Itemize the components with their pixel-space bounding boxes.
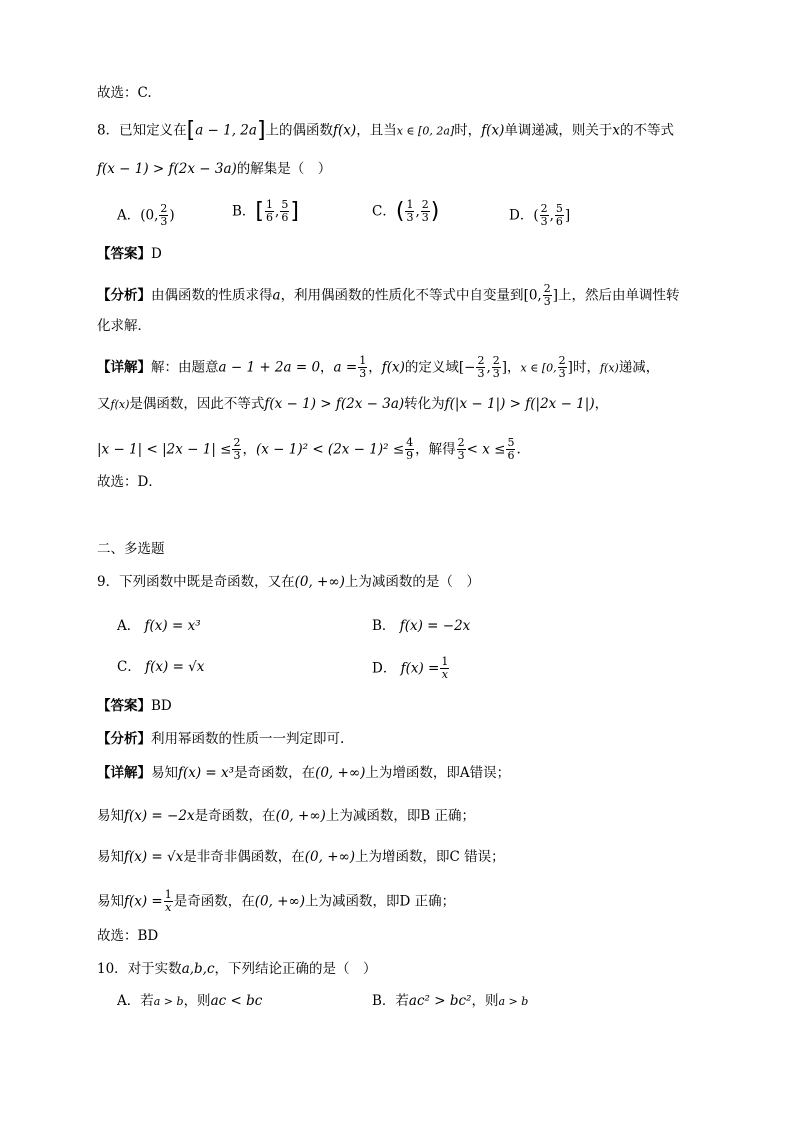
q10-option-a: A．若a > b，则ac < bc: [117, 993, 263, 1009]
previous-answer-selection: 故选：C.: [97, 85, 152, 101]
selection-8: 故选：D．: [97, 474, 162, 490]
q9-detail-line-3: 易知f(x) = √x是非奇非偶函数，在(0, +∞)上为增函数，即C 错误；: [97, 849, 505, 865]
option-d: D．( $\frac{2}{3}$ , $\frac{5}{6}$ ]: [509, 202, 571, 228]
answer-line: [97, 248, 162, 262]
q9-detail-line-2: 易知f(x) = −2x是奇函数，在(0, +∞)上为减函数，即B 正确；: [97, 808, 476, 824]
question-8-inequality: f(x − 1) > f(2x − 3a)的解集是（ ）: [97, 161, 332, 177]
option-b: B．[ $\frac{1}{6}$ , $\frac{5}{6}$ ]: [232, 198, 299, 225]
answer-value: D: [151, 246, 162, 262]
q9-detail-line-4: 易知f(x) = $\frac{1}{x}$ 是奇函数，在(0, +∞)上为减函数，即D 正确；: [97, 888, 456, 914]
q9-answer-line: [97, 700, 172, 714]
question-number: 8．: [97, 122, 120, 139]
inequality-math: f(x − 1) > f(2x − 3a): [97, 161, 237, 177]
question-number: 9．: [97, 574, 120, 590]
answer-label: 【答案】: [97, 698, 151, 714]
analysis-label: 【分析】: [97, 731, 151, 747]
analysis-line-1: 【分析】由偶函数的性质求得a，利用偶函数的性质化不等式中自变量到[0, $\frac{2}{3}$ ]上，然后由单调性转: [97, 282, 680, 308]
answer-value: BD: [151, 698, 172, 714]
detail-line-2: 又f(x)是偶函数，因此不等式f(x − 1) > f(2x − 3a)转化为f(|x − 1|) > f(|2x − 1|)，: [97, 396, 609, 412]
analysis-line-2: 化求解．: [97, 318, 151, 334]
detail-label: 【详解】: [97, 765, 151, 781]
selection-9: 故选：BD: [97, 928, 159, 944]
section-heading: 二、多选题: [97, 541, 165, 557]
q9-analysis-line: 【分析】利用幂函数的性质一一判定即可.: [97, 731, 345, 747]
question-number: 10．: [97, 961, 128, 977]
q9-option-b: B． f(x) = −2x: [372, 618, 471, 634]
answer-label: 【答案】: [97, 246, 151, 262]
detail-label: 【详解】: [97, 359, 151, 376]
question-10-stem: 10．对于实数a,b,c，下列结论正确的是（ ）: [97, 961, 377, 977]
option-a: A．(0, $\frac{2}{3}$ ): [117, 202, 175, 228]
detail-line-3: |x − 1| < |2x − 1| ≤ $\frac{2}{3}$ ，(x − 1)² < (2x − 1)² ≤ $\frac{4}{9}$ ，解得 $\frac{2}{3}$ < x ≤ $\frac{5}{6}$ .: [97, 436, 521, 462]
analysis-label: 【分析】: [97, 287, 151, 304]
interval-math: a − 1, 2a: [195, 122, 257, 139]
question-8-stem: 8．已知定义在[a − 1, 2a]上的偶函数f(x)，且当x ∈ [0, 2a]时，f(x)单调递减，则关于x的不等式: [97, 118, 674, 143]
question-9-stem: 9．下列函数中既是奇函数，又在(0, +∞)上为减函数的是（ ）: [97, 574, 480, 590]
q9-detail-line-1: 【详解】易知f(x) = x³是奇函数，在(0, +∞)上为增函数，即A错误；: [97, 765, 511, 781]
option-c: C．( $\frac{1}{3}$ , $\frac{2}{3}$ ): [372, 198, 440, 225]
detail-line-1: 【详解】解：由题意a − 1 + 2a = 0，a = $\frac{1}{3}$ ，f(x)的定义域[− $\frac{2}{3}$ , $\frac{2}{3}$ ]，x ∈ [0, $\frac{2}{3}$ ]时，f(x)递减，: [97, 354, 660, 380]
q9-option-a: A． f(x) = x³: [117, 618, 201, 634]
q9-option-d: D． f(x) = $\frac{1}{x}$: [372, 655, 449, 681]
q9-option-c: C． f(x) = √x: [117, 659, 205, 675]
q10-option-b: B．若ac² > bc²，则a > b: [372, 993, 529, 1009]
